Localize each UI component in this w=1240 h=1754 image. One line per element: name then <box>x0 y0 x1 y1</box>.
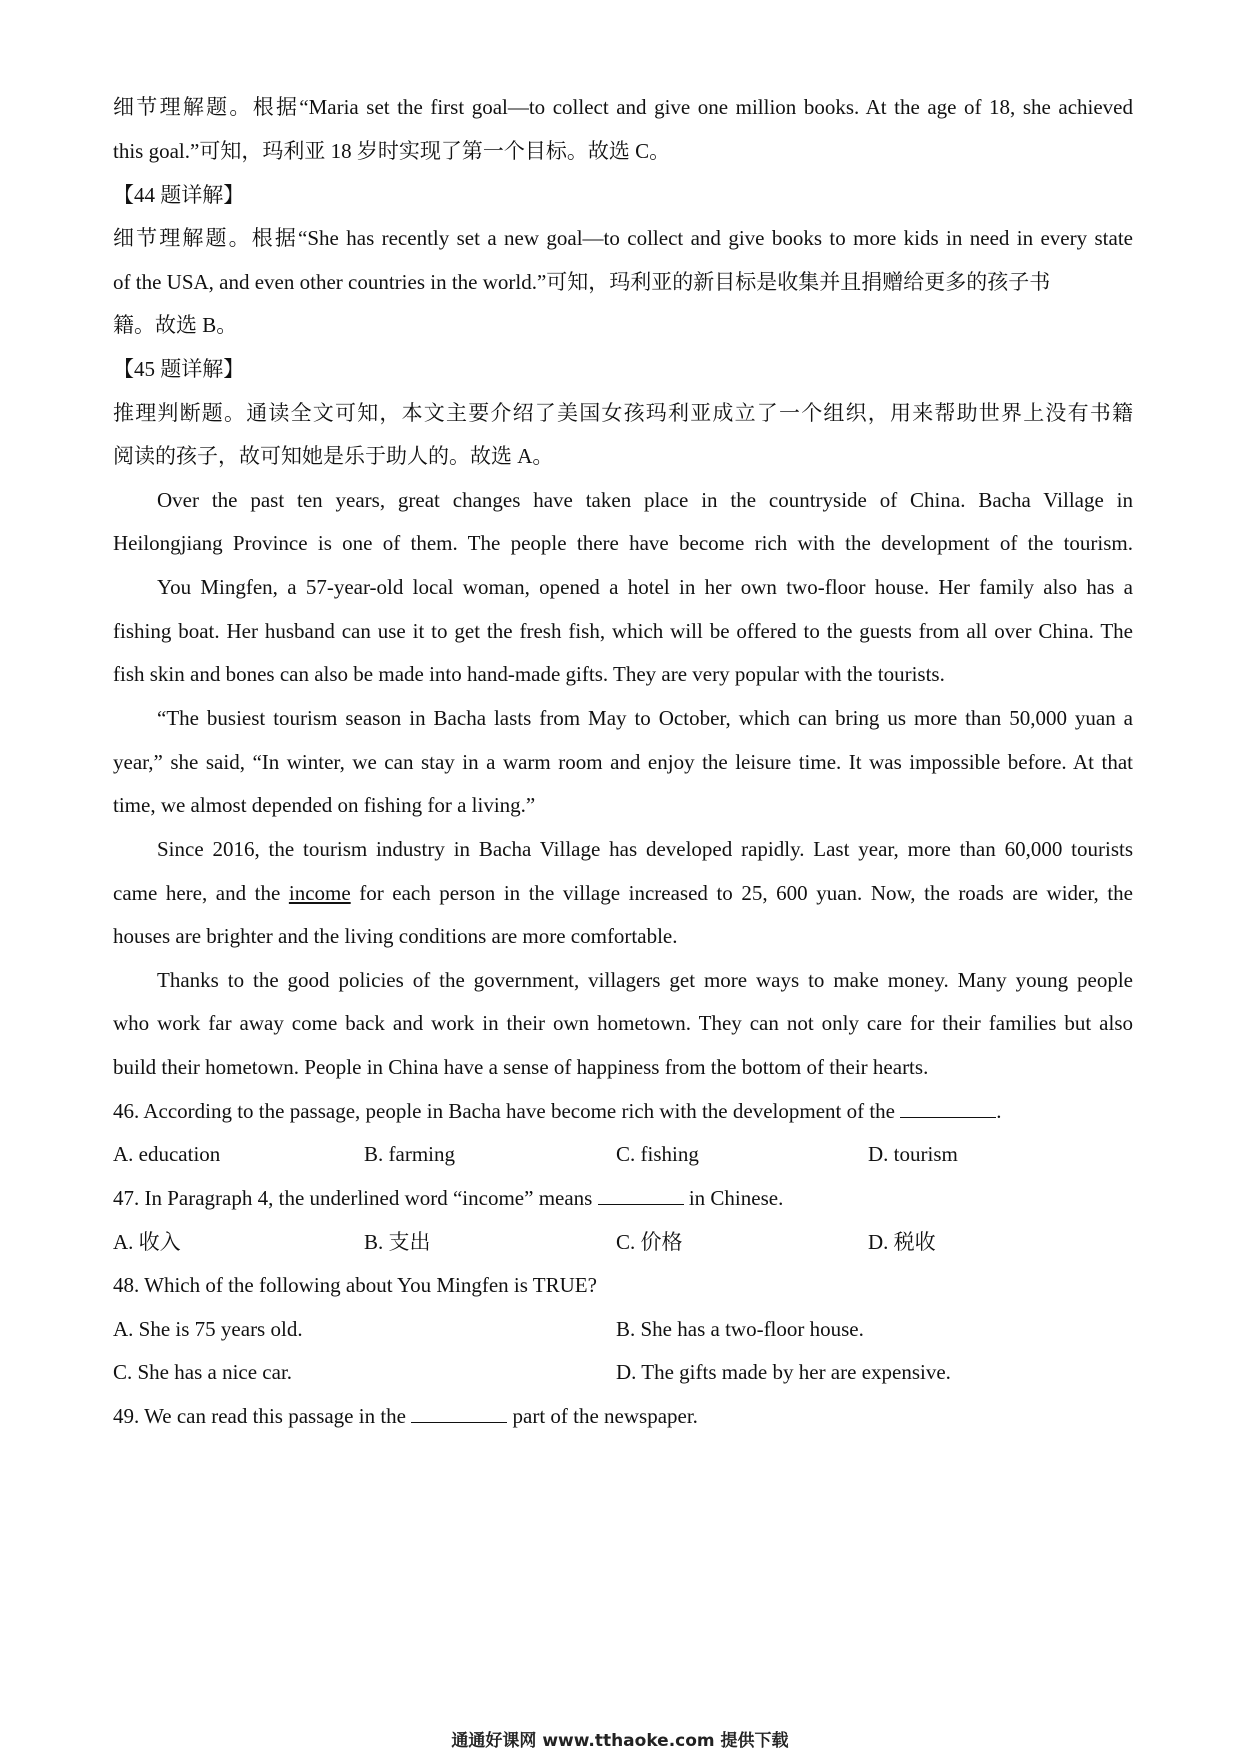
passage-p5-line3: build their hometown. People in China have a sense of happiness from the bottom of their hearts. <box>113 1055 929 1079</box>
q48-option-d: D. The gifts made by her are expensive. <box>616 1360 951 1384</box>
explanation-q43-line1: 细节理解题。根据“Maria set the first goal—to collect and give one million books. At the age of 18, she achieved <box>113 95 1133 119</box>
question-49-end: part of the newspaper. <box>507 1404 698 1428</box>
q48-option-b: B. She has a two-floor house. <box>616 1317 864 1341</box>
q44-heading: 【44 题详解】 <box>113 183 245 207</box>
q45-heading: 【45 题详解】 <box>113 357 245 381</box>
passage-p5-line2: who work far away come back and work in their own hometown. They can not only care for their families but also <box>113 1011 1133 1035</box>
explanation-q43-line2: this goal.”可知，玛利亚 18 岁时实现了第一个目标。故选 C。 <box>113 139 671 163</box>
answer-blank-49 <box>411 1402 507 1423</box>
q46-option-b: B. farming <box>364 1142 455 1166</box>
question-46-end: . <box>996 1099 1002 1123</box>
passage-p3-line1: “The busiest tourism season in Bacha lasts from May to October, which can bring us more than 50,000 yuan a <box>157 706 1133 730</box>
question-47-stem: 47. In Paragraph 4, the underlined word “income” means <box>113 1186 593 1210</box>
answer-blank-46 <box>900 1097 996 1118</box>
passage-p3-line3: time, we almost depended on fishing for a living.” <box>113 793 536 817</box>
passage-p1-line2: Heilongjiang Province is one of them. The people there have become rich with the development of the tourism. <box>113 531 1133 555</box>
explanation-q45-line1: 推理判断题。通读全文可知，本文主要介绍了美国女孩玛利亚成立了一个组织，用来帮助世界上没有书籍 <box>113 401 1133 425</box>
question-47-end: in Chinese. <box>683 1186 784 1210</box>
page-footer: 通通好课网 www.tthaoke.com 提供下载 <box>451 1731 789 1751</box>
answer-blank-47 <box>598 1184 684 1205</box>
passage-p2-line1: You Mingfen, a 57-year-old local woman, opened a hotel in her own two-floor house. Her family also has a <box>157 575 1133 599</box>
explanation-q45-line2: 阅读的孩子，故可知她是乐于助人的。故选 A。 <box>113 444 554 468</box>
passage-p4-line1: Since 2016, the tourism industry in Bacha Village has developed rapidly. Last year, more than 60,000 tourists <box>157 837 1133 861</box>
question-49-stem: 49. We can read this passage in the <box>113 1404 406 1428</box>
q46-option-a: A. education <box>113 1142 221 1166</box>
passage-p5-line1: Thanks to the good policies of the government, villagers get more ways to make money. Many young people <box>157 968 1133 992</box>
q47-option-b: B. 支出 <box>364 1230 431 1254</box>
q46-option-d: D. tourism <box>868 1142 958 1166</box>
passage-p3-line2: year,” she said, “In winter, we can stay in a warm room and enjoy the leisure time. It was impossible before. At that <box>113 750 1133 774</box>
q48-option-a: A. She is 75 years old. <box>113 1317 303 1341</box>
passage-p2-line2: fishing boat. Her husband can use it to get the fresh fish, which will be offered to the guests from all over China. The <box>113 619 1133 643</box>
question-49 <box>113 1401 1133 1431</box>
passage-p1-line1: Over the past ten years, great changes have taken place in the countryside of China. Bacha Village in <box>157 488 1133 512</box>
q47-option-a: A. 收入 <box>113 1230 181 1254</box>
passage-p4-line2-pre: came here, and the <box>113 881 289 905</box>
passage-p4-line3: houses are brighter and the living conditions are more comfortable. <box>113 924 678 948</box>
passage-p4-line2 <box>113 878 1133 908</box>
q47-option-c: C. 价格 <box>616 1230 683 1254</box>
explanation-q44-line2: of the USA, and even other countries in the world.”可知，玛利亚的新目标是收集并且捐赠给更多的孩子书 <box>113 270 1051 294</box>
underlined-word-income: income <box>288 881 351 905</box>
question-46-stem: 46. According to the passage, people in Bacha have become rich with the development of the <box>113 1099 895 1123</box>
explanation-q44-line1: 细节理解题。根据“She has recently set a new goal—to collect and give books to more kids in need in every state <box>113 226 1133 250</box>
explanation-q44-line3: 籍。故选 B。 <box>113 313 238 337</box>
question-47 <box>113 1183 1133 1213</box>
q48-option-c: C. She has a nice car. <box>113 1360 293 1384</box>
passage-p2-line3: fish skin and bones can also be made into hand-made gifts. They are very popular with the tourists. <box>113 662 945 686</box>
question-46 <box>113 1096 1133 1126</box>
question-48: 48. Which of the following about You Mingfen is TRUE? <box>113 1273 597 1297</box>
q46-option-c: C. fishing <box>616 1142 699 1166</box>
q47-option-d: D. 税收 <box>868 1230 936 1254</box>
passage-p4-line2-post: for each person in the village increased to 25, 600 yuan. Now, the roads are wider, the <box>350 881 1133 905</box>
